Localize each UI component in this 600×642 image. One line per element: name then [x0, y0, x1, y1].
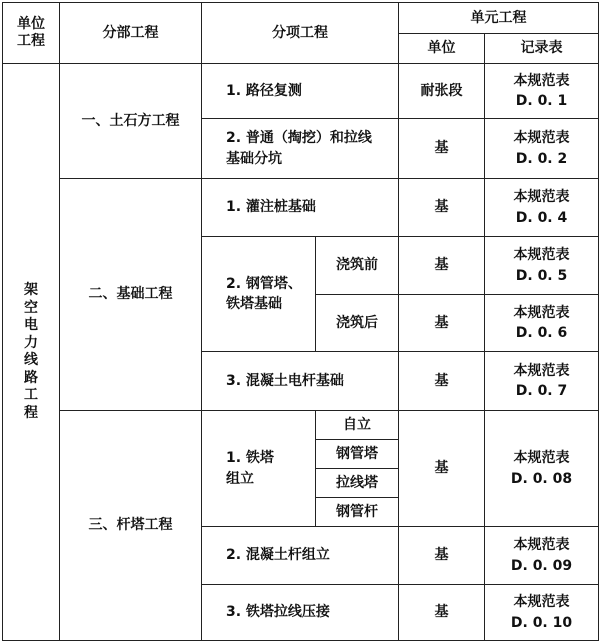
record-cell: 本规范表 D. 0. 4 — [485, 179, 599, 237]
unit-project-name: 架 空 电 力 线 路 工 程 — [3, 64, 60, 641]
item-after-pour: 浇筑后 — [316, 295, 399, 352]
header-unit: 单位 — [399, 34, 485, 64]
unit-cell: 基 — [399, 411, 485, 527]
item-tower-assembly: 1. 铁塔 组立 — [202, 411, 316, 527]
tower-type-self-standing: 自立 — [316, 411, 399, 440]
unit-cell: 基 — [399, 237, 485, 295]
item-steel-tower-foundation: 2. 钢管塔、 铁塔基础 — [202, 237, 316, 352]
item-guy-crimping: 3. 铁塔拉线压接 — [202, 585, 399, 641]
unit-cell: 基 — [399, 352, 485, 411]
unit-cell: 基 — [399, 585, 485, 641]
project-division-table — [2, 2, 599, 641]
sub-project-pole-tower: 三、杆塔工程 — [60, 411, 202, 641]
item-before-pour: 浇筑前 — [316, 237, 399, 295]
record-cell: 本规范表 D. 0. 1 — [485, 64, 599, 119]
header-item-project: 分项工程 — [202, 3, 399, 64]
record-cell: 本规范表 D. 0. 09 — [485, 527, 599, 585]
header-element-project: 单元工程 — [399, 3, 599, 34]
record-cell: 本规范表 D. 0. 7 — [485, 352, 599, 411]
tower-type-steel-pipe-pole: 钢管杆 — [316, 498, 399, 527]
item-foundation-pit: 2. 普通（掏挖）和拉线 基础分坑 — [202, 119, 399, 179]
item-concrete-pole-foundation: 3. 混凝土电杆基础 — [202, 352, 399, 411]
unit-cell: 基 — [399, 179, 485, 237]
unit-cell: 耐张段 — [399, 64, 485, 119]
header-sub-project: 分部工程 — [60, 3, 202, 64]
tower-type-guyed-tower: 拉线塔 — [316, 469, 399, 498]
tower-type-steel-pipe-tower: 钢管塔 — [316, 440, 399, 469]
record-cell: 本规范表 D. 0. 5 — [485, 237, 599, 295]
sub-project-earthwork: 一、土石方工程 — [60, 64, 202, 179]
unit-cell: 基 — [399, 295, 485, 352]
item-concrete-pole-assembly: 2. 混凝土杆组立 — [202, 527, 399, 585]
record-cell: 本规范表 D. 0. 08 — [485, 411, 599, 527]
unit-cell: 基 — [399, 119, 485, 179]
unit-cell: 基 — [399, 527, 485, 585]
header-record-form: 记录表 — [485, 34, 599, 64]
record-cell: 本规范表 D. 0. 10 — [485, 585, 599, 641]
record-cell: 本规范表 D. 0. 6 — [485, 295, 599, 352]
sub-project-foundation: 二、基础工程 — [60, 179, 202, 411]
item-route-resurvey: 1. 路径复测 — [202, 64, 399, 119]
header-unit-project: 单位 工程 — [3, 3, 60, 64]
item-cast-pile: 1. 灌注桩基础 — [202, 179, 399, 237]
record-cell: 本规范表 D. 0. 2 — [485, 119, 599, 179]
